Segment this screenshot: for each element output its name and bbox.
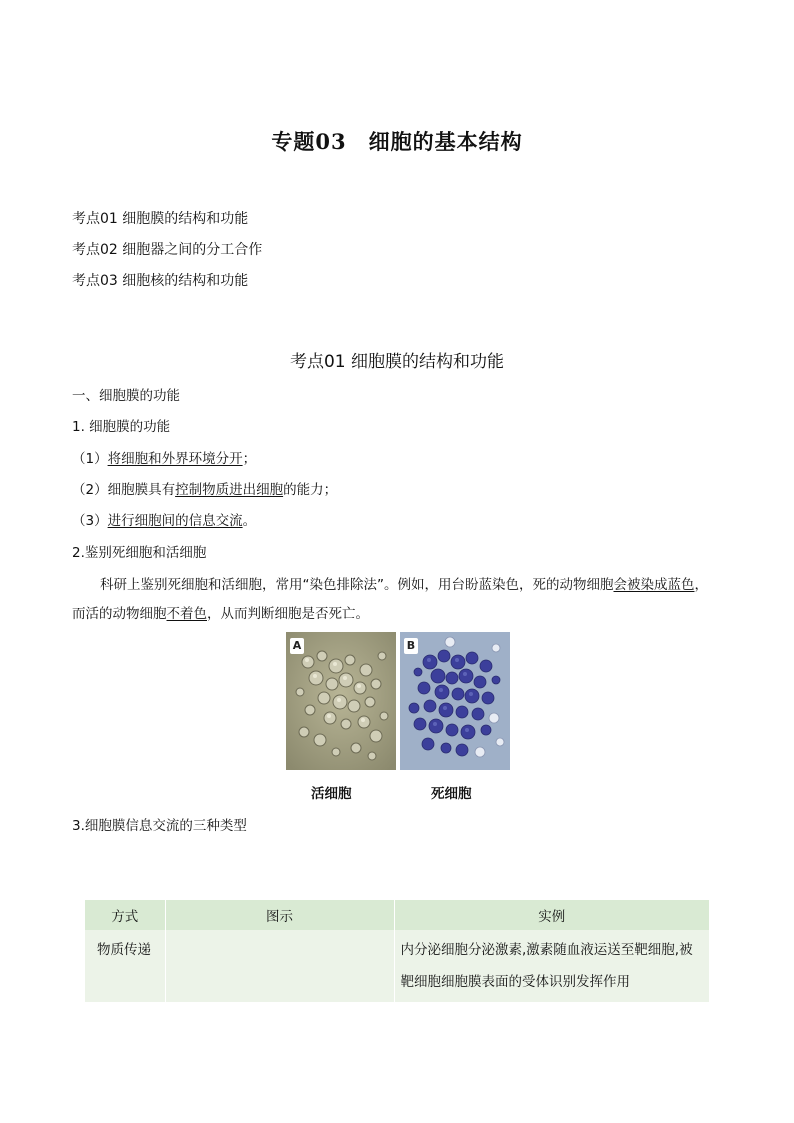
function-line-2	[72, 480, 337, 500]
header-method: 方式	[85, 900, 165, 930]
func3-prefix: （3）	[72, 513, 108, 529]
para1-suffix: ，	[694, 577, 708, 593]
func3-suffix: 。	[242, 513, 257, 529]
para2-prefix: 而活的动物细胞	[72, 606, 167, 622]
cell-photos	[286, 632, 510, 770]
func1-underlined: 将细胞和外界环境分开	[107, 451, 243, 467]
page-title: 专题03 细胞的基本结构	[271, 129, 523, 154]
photo-label-a: A	[290, 638, 304, 654]
header-example: 实例	[394, 900, 709, 930]
part1-heading: 一、细胞膜的功能	[72, 388, 180, 404]
row-example: 内分泌细胞分泌激素,激素随血液运送至靶细胞,被靶细胞细胞膜表面的受体识别发挥作用	[394, 930, 709, 1002]
live-cells-photo	[286, 632, 396, 770]
table-row	[85, 930, 709, 1002]
header-diagram: 图示	[165, 900, 394, 930]
para2-suffix: ，从而判断细胞是否死亡。	[207, 606, 369, 622]
caption-dead-cells: 死细胞	[431, 786, 472, 802]
row-method: 物质传递	[85, 930, 165, 1002]
section-heading: 考点01 细胞膜的结构和功能	[289, 352, 505, 372]
func2-underlined: 控制物质进出细胞	[175, 482, 284, 498]
item1-heading: 1. 细胞膜的功能	[72, 419, 171, 435]
function-line-3	[72, 511, 256, 531]
photo-label-b: B	[404, 638, 418, 654]
para1-text: 科研上鉴别死细胞和活细胞，常用“染色排除法”。例如，用台盼蓝染色，死的动物细胞	[100, 577, 614, 593]
para2-underlined: 不着色	[166, 606, 207, 622]
dead-cells-photo	[400, 632, 510, 770]
func3-underlined: 进行细胞间的信息交流	[107, 513, 243, 529]
row-diagram	[165, 930, 394, 1002]
paragraph-line-2	[72, 604, 369, 624]
paragraph-line-1	[100, 575, 708, 595]
info-exchange-table	[85, 900, 709, 1002]
func2-suffix: 的能力；	[283, 482, 338, 498]
table-header-row	[85, 900, 709, 930]
func1-prefix: （1）	[72, 451, 108, 467]
toc-item-2[interactable]: 考点02 细胞器之间的分工合作	[72, 242, 263, 258]
func2-prefix: （2）细胞膜具有	[72, 482, 176, 498]
item3-heading: 3.细胞膜信息交流的三种类型	[72, 818, 247, 834]
func1-suffix: ；	[242, 451, 257, 467]
para1-underlined: 会被染成蓝色	[613, 577, 695, 593]
caption-live-cells: 活细胞	[311, 786, 352, 802]
toc-item-1[interactable]: 考点01 细胞膜的结构和功能	[72, 211, 249, 227]
toc-item-3[interactable]: 考点03 细胞核的结构和功能	[72, 273, 249, 289]
item2-heading: 2.鉴别死细胞和活细胞	[72, 545, 207, 561]
function-line-1	[72, 449, 256, 469]
table-of-contents	[72, 208, 262, 301]
